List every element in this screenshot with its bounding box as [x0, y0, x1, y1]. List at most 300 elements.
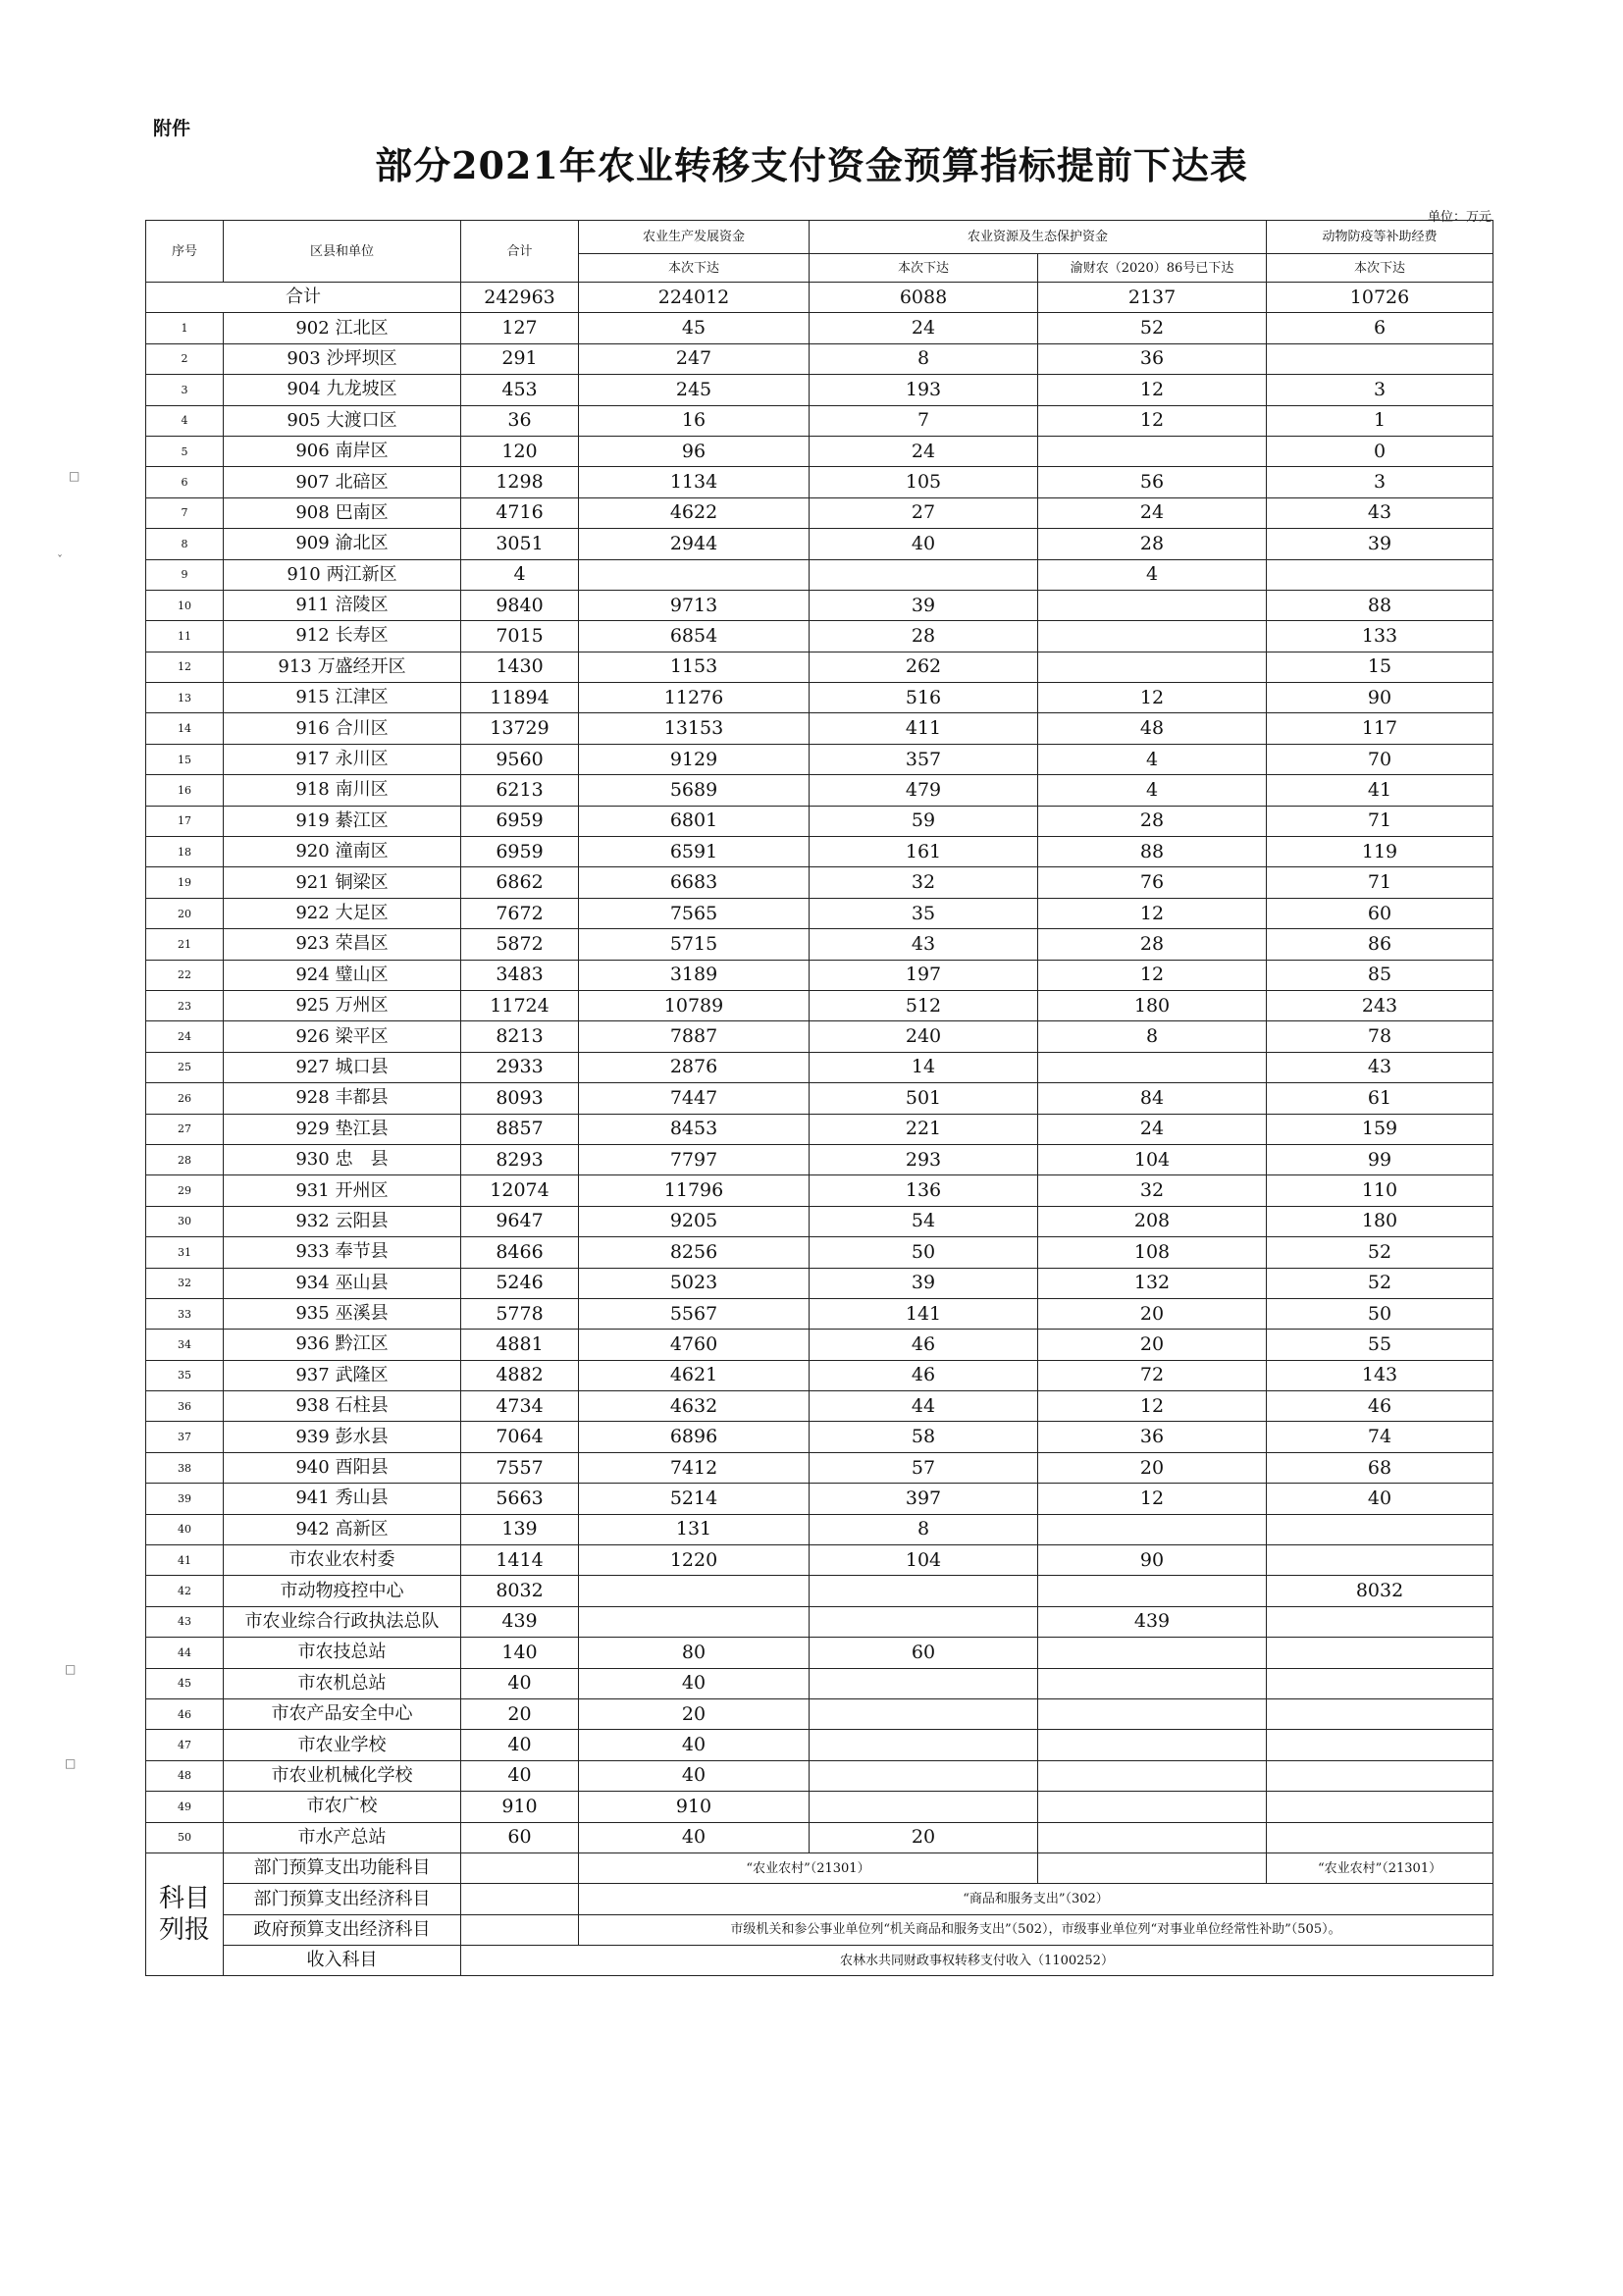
row-unit — [224, 621, 461, 652]
row-fund2-this — [810, 1730, 1038, 1760]
row-fund3: 52 — [1267, 1268, 1493, 1298]
row-fund3 — [1267, 1822, 1493, 1852]
totals-fund2-this: 6088 — [810, 283, 1038, 313]
row-unit-code: 926 — [295, 1025, 330, 1047]
table-row — [146, 1606, 1493, 1637]
row-total: 4881 — [461, 1330, 579, 1360]
row-unit-code: 912 — [295, 625, 330, 647]
row-unit-name: 酉阳县 — [335, 1457, 389, 1479]
row-total: 11894 — [461, 683, 579, 713]
row-fund2-this: 397 — [810, 1484, 1038, 1514]
row-seq: 10 — [146, 590, 224, 620]
row-fund2-already: 24 — [1038, 497, 1267, 528]
row-fund2-already — [1038, 1760, 1267, 1791]
kemu-func-blank — [461, 1852, 579, 1883]
row-unit — [224, 806, 461, 836]
row-unit-code: 935 — [295, 1303, 330, 1325]
table-row — [146, 1484, 1493, 1514]
row-fund2-this: 501 — [810, 1083, 1038, 1114]
table-row — [146, 313, 1493, 343]
row-fund2-this: 32 — [810, 867, 1038, 898]
row-unit-code: 913 — [278, 655, 312, 677]
row-unit — [224, 867, 461, 898]
row-fund1: 40 — [579, 1668, 810, 1698]
row-fund2-this: 39 — [810, 590, 1038, 620]
row-fund2-this: 516 — [810, 683, 1038, 713]
kemu-func-value: “农业农村”（21301） — [579, 1852, 1038, 1883]
row-unit — [224, 375, 461, 405]
row-fund1: 40 — [579, 1760, 810, 1791]
table-row — [146, 1144, 1493, 1174]
table-row — [146, 1822, 1493, 1852]
row-fund3: 43 — [1267, 1052, 1493, 1082]
table-row — [146, 1760, 1493, 1791]
row-fund2-this: 221 — [810, 1114, 1038, 1144]
totals-row — [146, 283, 1493, 313]
row-unit — [224, 1822, 461, 1852]
kemu-row-func — [146, 1852, 1493, 1883]
row-unit-code: 917 — [295, 749, 330, 770]
row-fund3 — [1267, 343, 1493, 374]
row-unit-code: 933 — [295, 1241, 330, 1263]
row-unit-name: 荣昌区 — [335, 933, 389, 955]
row-unit-name: 渝北区 — [335, 533, 389, 554]
row-unit-code: 919 — [295, 809, 330, 831]
table-row — [146, 1083, 1493, 1114]
row-seq: 40 — [146, 1514, 224, 1544]
row-fund3: 0 — [1267, 436, 1493, 466]
row-total: 910 — [461, 1792, 579, 1822]
row-total: 9647 — [461, 1206, 579, 1236]
row-unit — [224, 1360, 461, 1390]
row-fund1: 9129 — [579, 744, 810, 774]
row-total: 13729 — [461, 713, 579, 744]
row-fund2-already: 12 — [1038, 405, 1267, 436]
row-fund2-already — [1038, 1792, 1267, 1822]
row-seq: 26 — [146, 1083, 224, 1114]
row-total: 2933 — [461, 1052, 579, 1082]
row-total: 12074 — [461, 1175, 579, 1206]
row-unit-code: 906 — [295, 441, 330, 462]
row-unit-name: 沙坪坝区 — [326, 347, 397, 369]
row-unit-name: 万州区 — [335, 995, 389, 1017]
row-unit — [224, 467, 461, 497]
row-unit — [224, 1792, 461, 1822]
row-fund2-this: 193 — [810, 375, 1038, 405]
row-fund3: 119 — [1267, 837, 1493, 867]
header-fund2: 农业资源及生态保护资金 — [810, 221, 1267, 254]
row-fund3: 41 — [1267, 775, 1493, 806]
row-fund2-already: 28 — [1038, 529, 1267, 559]
table-row — [146, 467, 1493, 497]
table-row — [146, 929, 1493, 960]
row-unit-code: 908 — [295, 501, 330, 523]
row-unit-name: 市水产总站 — [297, 1826, 387, 1848]
row-fund3: 68 — [1267, 1452, 1493, 1483]
row-fund3: 3 — [1267, 375, 1493, 405]
row-fund1: 2876 — [579, 1052, 810, 1082]
row-seq: 5 — [146, 436, 224, 466]
row-fund2-this: 411 — [810, 713, 1038, 744]
row-fund2-this: 28 — [810, 621, 1038, 652]
row-unit — [224, 1638, 461, 1668]
kemu-row-gov — [146, 1914, 1493, 1945]
row-unit-name: 秀山县 — [335, 1487, 389, 1509]
row-seq: 23 — [146, 990, 224, 1020]
row-fund2-this: 105 — [810, 467, 1038, 497]
budget-table — [145, 220, 1493, 1976]
row-fund1 — [579, 559, 810, 590]
row-fund3 — [1267, 1606, 1493, 1637]
row-total: 4 — [461, 559, 579, 590]
row-total: 453 — [461, 375, 579, 405]
row-unit-code: 937 — [295, 1364, 330, 1385]
row-fund2-already: 32 — [1038, 1175, 1267, 1206]
row-total: 6862 — [461, 867, 579, 898]
row-fund1: 9205 — [579, 1206, 810, 1236]
row-unit-code: 928 — [295, 1087, 330, 1109]
row-unit-code: 903 — [287, 347, 321, 369]
row-seq: 17 — [146, 806, 224, 836]
row-seq: 39 — [146, 1484, 224, 1514]
row-unit — [224, 837, 461, 867]
row-seq: 19 — [146, 867, 224, 898]
row-unit-code: 918 — [295, 779, 330, 801]
totals-fund2-already: 2137 — [1038, 283, 1267, 313]
row-fund2-already: 84 — [1038, 1083, 1267, 1114]
row-fund2-this: 24 — [810, 313, 1038, 343]
row-fund3 — [1267, 1545, 1493, 1576]
row-fund3: 90 — [1267, 683, 1493, 713]
table-row — [146, 1114, 1493, 1144]
row-fund3 — [1267, 1638, 1493, 1668]
row-fund1: 910 — [579, 1792, 810, 1822]
row-total: 8213 — [461, 1021, 579, 1052]
table-row — [146, 1175, 1493, 1206]
row-fund2-already: 28 — [1038, 806, 1267, 836]
row-fund2-this — [810, 1668, 1038, 1698]
row-unit — [224, 929, 461, 960]
row-unit-code: 940 — [295, 1457, 330, 1479]
row-seq: 42 — [146, 1576, 224, 1606]
row-unit — [224, 1237, 461, 1268]
row-unit-name: 梁平区 — [335, 1025, 389, 1047]
table-row — [146, 867, 1493, 898]
row-seq: 16 — [146, 775, 224, 806]
row-unit — [224, 1144, 461, 1174]
row-seq: 37 — [146, 1422, 224, 1452]
row-unit — [224, 1606, 461, 1637]
row-fund3: 117 — [1267, 713, 1493, 744]
row-fund2-already: 72 — [1038, 1360, 1267, 1390]
row-total: 5246 — [461, 1268, 579, 1298]
row-fund2-already: 104 — [1038, 1144, 1267, 1174]
row-fund2-already: 132 — [1038, 1268, 1267, 1298]
row-fund2-this: 262 — [810, 652, 1038, 682]
row-fund2-this: 27 — [810, 497, 1038, 528]
totals-label: 合计 — [146, 283, 461, 313]
header-fund1: 农业生产发展资金 — [579, 221, 810, 254]
row-total: 7672 — [461, 898, 579, 928]
row-fund2-this: 20 — [810, 1822, 1038, 1852]
row-fund2-already: 90 — [1038, 1545, 1267, 1576]
row-fund2-this: 24 — [810, 436, 1038, 466]
row-fund2-this: 240 — [810, 1021, 1038, 1052]
table-row — [146, 1237, 1493, 1268]
row-fund1: 11796 — [579, 1175, 810, 1206]
row-fund1: 7887 — [579, 1021, 810, 1052]
row-fund1: 6683 — [579, 867, 810, 898]
row-seq: 50 — [146, 1822, 224, 1852]
row-unit — [224, 1484, 461, 1514]
table-row — [146, 713, 1493, 744]
row-unit-name: 忠 县 — [335, 1149, 389, 1171]
row-total: 6959 — [461, 837, 579, 867]
row-unit-name: 长寿区 — [335, 625, 389, 647]
row-fund2-already — [1038, 621, 1267, 652]
row-unit-name: 云阳县 — [335, 1210, 389, 1231]
row-unit — [224, 1760, 461, 1791]
row-fund2-already: 108 — [1038, 1237, 1267, 1268]
row-total: 9840 — [461, 590, 579, 620]
row-unit — [224, 1175, 461, 1206]
row-fund2-already: 180 — [1038, 990, 1267, 1020]
row-total: 4882 — [461, 1360, 579, 1390]
row-fund3: 8032 — [1267, 1576, 1493, 1606]
row-seq: 41 — [146, 1545, 224, 1576]
row-fund1: 5689 — [579, 775, 810, 806]
row-seq: 3 — [146, 375, 224, 405]
header-fund2-this: 本次下达 — [810, 254, 1038, 283]
row-fund2-already: 76 — [1038, 867, 1267, 898]
row-seq: 18 — [146, 837, 224, 867]
row-fund2-this — [810, 1606, 1038, 1637]
row-seq: 30 — [146, 1206, 224, 1236]
row-fund1: 5214 — [579, 1484, 810, 1514]
row-unit — [224, 1668, 461, 1698]
row-seq: 13 — [146, 683, 224, 713]
row-total: 1414 — [461, 1545, 579, 1576]
row-fund1: 6896 — [579, 1422, 810, 1452]
row-total: 120 — [461, 436, 579, 466]
table-row — [146, 1668, 1493, 1698]
row-fund3: 133 — [1267, 621, 1493, 652]
row-unit — [224, 713, 461, 744]
row-fund2-this: 357 — [810, 744, 1038, 774]
row-unit-code: 932 — [295, 1210, 330, 1231]
row-unit-name: 市农业农村委 — [288, 1549, 395, 1571]
totals-fund1: 224012 — [579, 283, 810, 313]
attachment-label: 附件 — [153, 118, 191, 139]
row-fund1 — [579, 1576, 810, 1606]
row-unit-code: 925 — [295, 995, 330, 1017]
row-unit-name: 石柱县 — [335, 1395, 389, 1417]
row-fund2-already — [1038, 1698, 1267, 1729]
kemu-gov-value: 市级机关和参公事业单位列“机关商品和服务支出”（502），市级事业单位列“对事业单位经常性补助”（505）。 — [579, 1914, 1493, 1945]
row-unit — [224, 1052, 461, 1082]
row-fund2-already: 52 — [1038, 313, 1267, 343]
row-total: 40 — [461, 1760, 579, 1791]
row-fund2-this — [810, 1698, 1038, 1729]
header-fund3-this: 本次下达 — [1267, 254, 1493, 283]
row-unit — [224, 652, 461, 682]
table-row — [146, 1021, 1493, 1052]
row-fund2-this: 46 — [810, 1330, 1038, 1360]
row-fund2-this — [810, 559, 1038, 590]
row-unit — [224, 1206, 461, 1236]
scan-edge-mark: ˇ — [57, 553, 63, 567]
row-unit-name: 奉节县 — [335, 1241, 389, 1263]
row-fund3: 71 — [1267, 806, 1493, 836]
row-unit — [224, 960, 461, 990]
row-unit-name: 南岸区 — [335, 441, 389, 462]
row-seq: 36 — [146, 1391, 224, 1422]
header-row-1 — [146, 221, 1493, 254]
row-seq: 4 — [146, 405, 224, 436]
row-fund2-already: 20 — [1038, 1298, 1267, 1329]
row-fund1: 3189 — [579, 960, 810, 990]
row-fund3: 39 — [1267, 529, 1493, 559]
table-row — [146, 744, 1493, 774]
table-row — [146, 898, 1493, 928]
row-unit-code: 907 — [295, 471, 330, 493]
row-unit-name: 北碚区 — [335, 471, 389, 493]
header-seq: 序号 — [146, 221, 224, 283]
row-seq: 28 — [146, 1144, 224, 1174]
row-unit — [224, 436, 461, 466]
row-fund3: 60 — [1267, 898, 1493, 928]
row-fund1: 1134 — [579, 467, 810, 497]
row-fund2-this — [810, 1760, 1038, 1791]
row-fund3: 70 — [1267, 744, 1493, 774]
row-total: 1298 — [461, 467, 579, 497]
row-unit-name: 两江新区 — [326, 563, 397, 585]
row-unit-name: 巫溪县 — [335, 1303, 389, 1325]
row-unit — [224, 898, 461, 928]
row-fund1: 1153 — [579, 652, 810, 682]
row-fund1: 11276 — [579, 683, 810, 713]
document-title: 部分2021年农业转移支付资金预算指标提前下达表 — [375, 143, 1248, 187]
row-unit-name: 丰都县 — [335, 1087, 389, 1109]
totals-total: 242963 — [461, 283, 579, 313]
row-fund3: 86 — [1267, 929, 1493, 960]
kemu-gov-blank — [461, 1914, 579, 1945]
table-row — [146, 529, 1493, 559]
row-unit-code: 904 — [287, 379, 321, 400]
row-seq: 43 — [146, 1606, 224, 1637]
table-row — [146, 652, 1493, 682]
row-seq: 49 — [146, 1792, 224, 1822]
row-total: 6213 — [461, 775, 579, 806]
row-fund2-this: 8 — [810, 1514, 1038, 1544]
row-unit — [224, 313, 461, 343]
row-fund2-already: 12 — [1038, 375, 1267, 405]
row-unit-name: 武隆区 — [335, 1364, 389, 1385]
totals-fund3: 10726 — [1267, 283, 1493, 313]
row-fund3 — [1267, 1792, 1493, 1822]
row-unit-code: 916 — [295, 717, 330, 739]
row-unit — [224, 1730, 461, 1760]
row-unit-name: 垫江县 — [335, 1118, 389, 1139]
row-fund1: 16 — [579, 405, 810, 436]
row-unit-name: 开州区 — [335, 1179, 389, 1201]
row-fund1: 131 — [579, 1514, 810, 1544]
row-total: 8293 — [461, 1144, 579, 1174]
row-seq: 9 — [146, 559, 224, 590]
row-seq: 20 — [146, 898, 224, 928]
row-seq: 38 — [146, 1452, 224, 1483]
row-seq: 32 — [146, 1268, 224, 1298]
row-unit-name: 江津区 — [335, 687, 389, 708]
row-seq: 1 — [146, 313, 224, 343]
row-fund2-already: 4 — [1038, 775, 1267, 806]
row-total: 8093 — [461, 1083, 579, 1114]
row-fund3: 180 — [1267, 1206, 1493, 1236]
row-fund3: 78 — [1267, 1021, 1493, 1052]
row-fund3 — [1267, 1760, 1493, 1791]
row-fund3: 243 — [1267, 990, 1493, 1020]
row-fund1: 13153 — [579, 713, 810, 744]
row-unit-code: 938 — [295, 1395, 330, 1417]
row-fund1: 247 — [579, 343, 810, 374]
table-row — [146, 1452, 1493, 1483]
row-unit — [224, 683, 461, 713]
row-fund1: 8453 — [579, 1114, 810, 1144]
row-unit-name: 铜梁区 — [335, 871, 389, 893]
row-seq: 45 — [146, 1668, 224, 1698]
row-unit-name: 市农产品安全中心 — [271, 1703, 413, 1725]
row-fund2-already — [1038, 1822, 1267, 1852]
row-fund2-already — [1038, 1638, 1267, 1668]
row-fund2-this: 161 — [810, 837, 1038, 867]
row-unit-name: 巴南区 — [335, 501, 389, 523]
row-seq: 34 — [146, 1330, 224, 1360]
row-unit-code: 923 — [295, 933, 330, 955]
row-total: 20 — [461, 1698, 579, 1729]
row-fund3 — [1267, 1730, 1493, 1760]
row-fund1: 5715 — [579, 929, 810, 960]
row-unit — [224, 1452, 461, 1483]
row-unit-name: 万盛经开区 — [317, 655, 406, 677]
row-unit-code: 939 — [295, 1426, 330, 1447]
row-fund3: 43 — [1267, 497, 1493, 528]
scan-edge-mark: □ — [65, 1662, 77, 1676]
kemu-econ-blank — [461, 1884, 579, 1914]
row-fund3 — [1267, 1514, 1493, 1544]
row-seq: 14 — [146, 713, 224, 744]
row-seq: 35 — [146, 1360, 224, 1390]
row-fund2-already: 20 — [1038, 1452, 1267, 1483]
row-unit-name: 市农业综合行政执法总队 — [244, 1610, 440, 1632]
row-unit — [224, 529, 461, 559]
row-total: 9560 — [461, 744, 579, 774]
row-fund3 — [1267, 1698, 1493, 1729]
table-row — [146, 990, 1493, 1020]
table-row — [146, 1330, 1493, 1360]
row-fund1: 96 — [579, 436, 810, 466]
row-fund2-already: 12 — [1038, 683, 1267, 713]
row-fund2-this: 479 — [810, 775, 1038, 806]
row-unit-code: 915 — [295, 687, 330, 708]
row-fund1: 7797 — [579, 1144, 810, 1174]
table-row — [146, 1514, 1493, 1544]
row-fund3: 88 — [1267, 590, 1493, 620]
row-total: 7064 — [461, 1422, 579, 1452]
row-fund2-this: 58 — [810, 1422, 1038, 1452]
row-fund2-this: 39 — [810, 1268, 1038, 1298]
row-fund1 — [579, 1606, 810, 1637]
row-fund2-this: 54 — [810, 1206, 1038, 1236]
